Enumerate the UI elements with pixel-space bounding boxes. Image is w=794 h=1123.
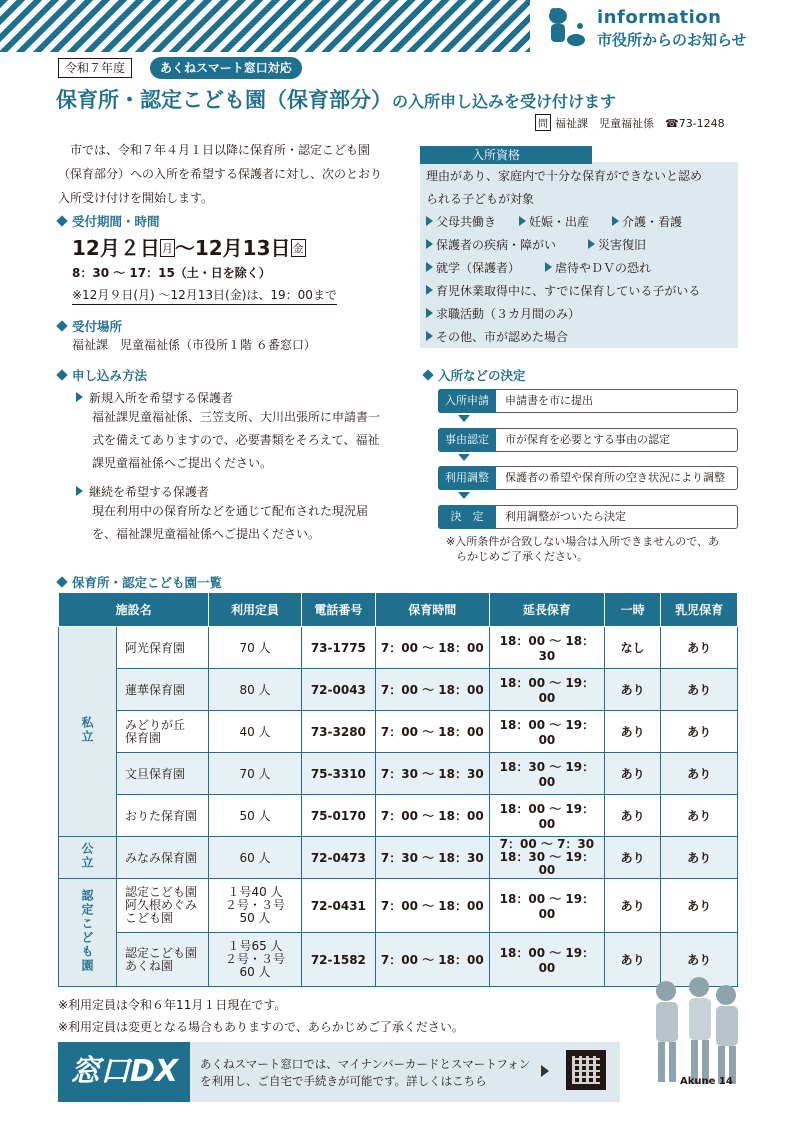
method-new-text: 福祉課児童福祉係、三笠支所、大川出張所に申請書一式を備えてありますので、必要書類をそろえて、福祉課児童福祉係へご提出ください。 [92,410,381,470]
flow-step-desc: 保護者の希望や保育所の空き状況により調整 [505,471,725,484]
info-title-ja: 市役所からのお知らせ [597,31,747,49]
extended: 7：00 ～ 7：30 18：30 ～ 19：00 [489,837,605,879]
phone: 72-0431 [301,879,375,933]
flow-step-label: 事由認定 [438,428,496,452]
hours: 7：00 ～ 18：00 [375,627,489,669]
col-header: 延長保育 [489,593,605,627]
capacity: 80 人 [209,669,302,711]
hours: 7：00 ～ 18：00 [375,933,489,987]
flow-step [438,389,738,413]
elig-item: 父母共働き [426,213,496,230]
hours: 7：30 ～ 18：30 [375,753,489,795]
infant: あり [661,879,738,933]
footnote: ※利用定員は令和６年11月１日現在です。 [58,998,287,1012]
intro-text: 市では、令和７年４月１日以降に保育所・認定こども園（保育部分）への入所を希望する保護者に対し、次のとおり入所受け付けを開始します。 [58,143,383,205]
temporary: あり [605,933,661,987]
qr-code-icon[interactable] [566,1050,606,1090]
temporary: あり [605,669,661,711]
temporary: なし [605,627,661,669]
hours: 7：30 ～ 18：30 [375,837,489,879]
hours: 7：00 ～ 18：00 [375,879,489,933]
contact-label: 問 [535,114,551,131]
extended: 18：00 ～ 19：00 [489,879,605,933]
period-dates [72,232,306,261]
table-header-row [59,593,738,627]
temporary: あり [605,879,661,933]
temporary: あり [605,753,661,795]
flow-step-desc: 申請書を市に提出 [505,394,593,407]
facility-table [58,592,738,987]
infant: あり [661,669,738,711]
facility-name: みどりが丘 保育園 [117,711,209,753]
period-start: 12月２日 [72,236,160,260]
temporary: あり [605,837,661,879]
category-nintei: 認定こども園 [59,879,117,987]
extended: 18：30 ～ 19：00 [489,753,605,795]
elig-item: 妊娠・出産 [519,213,589,230]
table-row [59,879,738,933]
dx-logo: 窓口DX [58,1042,190,1102]
col-header: 施設名 [59,593,209,627]
decision-heading: 入所などの決定 [424,366,526,384]
facility-name: 認定こども園 阿久根めぐみ こども園 [117,879,209,933]
flow-step [438,428,738,452]
flow-step-desc: 市が保育を必要とする事由の認定 [505,433,670,446]
flow-step-desc: 利用調整がついたら決定 [505,510,626,523]
flow-step [438,466,738,490]
flow-step [438,505,738,529]
capacity: 70 人 [209,753,302,795]
category-public: 公立 [59,837,117,879]
phone: 73-1775 [301,627,375,669]
elig-item: 保護者の疾病・障がい [426,236,556,253]
title-main: 保育所・認定こども園（保育部分） [56,88,392,112]
list-heading: 保育所・認定こども園一覧 [58,573,222,591]
facility-name: 阿光保育園 [117,627,209,669]
extended: 18：00 ～ 19：00 [489,795,605,837]
header-stripe [0,0,530,52]
col-header: 電話番号 [301,593,375,627]
extended: 18：00 ～ 19：00 [489,711,605,753]
col-header: 乳児保育 [661,593,738,627]
table-row [59,933,738,987]
period-end: 12月13日 [194,236,291,260]
extended: 18：00 ～ 18：30 [489,627,605,669]
elig-item: その他、市が認めた場合 [426,328,568,345]
place-text: 福祉課 児童福祉係（市役所１階 ６番窓口） [72,338,316,352]
period-note: ※12月９日(月) ～12月13日(金)は、19：00まで [72,288,337,302]
extended: 18：00 ～ 19：00 [489,669,605,711]
infant: あり [661,795,738,837]
capacity: １号65 人 ２号・３号 60 人 [209,933,302,987]
phone: 72-0043 [301,669,375,711]
table-row [59,795,738,837]
method-heading: 申し込み方法 [58,366,147,384]
facility-name: 文旦保育園 [117,753,209,795]
infant: あり [661,753,738,795]
title-sub: の入所申し込みを受け付けます [392,92,617,111]
method-cont-title: 継続を希望する保護者 [76,483,209,500]
phone: 73-3280 [301,711,375,753]
table-row [59,837,738,879]
infant: あり [661,711,738,753]
elig-item: 介護・看護 [612,213,682,230]
extended: 18：00 ～ 19：00 [489,933,605,987]
infant: あり [661,627,738,669]
flow-arrow-icon [458,454,470,461]
flow-arrow-icon [458,492,470,499]
facility-name: おりた保育園 [117,795,209,837]
info-title-en: information [597,7,722,28]
elig-item: 育児休業取得中に、すでに保育している子がいる [426,282,700,299]
start-dow: 月 [160,239,175,257]
category-private: 私立 [59,627,117,837]
infant: あり [661,933,738,987]
hours: 7：00 ～ 18：00 [375,795,489,837]
footnote: ※利用定員は変更となる場合もありますので、あらかじめご了承ください。 [58,1020,464,1034]
hours: 7：00 ～ 18：00 [375,669,489,711]
flow-step-label: 利用調整 [438,466,496,490]
temporary: あり [605,795,661,837]
elig-item: 就学（保護者） [426,259,520,276]
table-row [59,627,738,669]
method-new-title: 新規入所を希望する保護者 [76,389,233,406]
place-heading: 受付場所 [58,317,122,335]
phone: 72-0473 [301,837,375,879]
hours: 7：00 ～ 18：00 [375,711,489,753]
table-row [59,753,738,795]
decision-note: ※入所条件が合致しない場合は入所できませんので、あ らかじめご了承ください。 [446,535,719,563]
capacity: 60 人 [209,837,302,879]
period-tilde: ～ [174,236,195,260]
mascot-icon [540,4,590,50]
capacity: 70 人 [209,627,302,669]
capacity: 50 人 [209,795,302,837]
facility-name: 認定こども園 あくね園 [117,933,209,987]
phone: 72-1582 [301,933,375,987]
method-cont-text: 現在利用中の保育所などを通じて配布された現況届を、福祉課児童福祉係へご提出ください。 [92,504,369,541]
table-row [59,711,738,753]
end-dow: 金 [291,239,306,257]
period-heading: 受付期間・時間 [58,212,160,230]
eligibility-line1: 理由があり、家庭内で十分な保育ができないと認め [426,169,703,183]
arrow-right-icon [541,1065,549,1077]
col-header: 利用定員 [209,593,302,627]
page-number: Akune 14 [680,1076,733,1087]
elig-item: 虐待やＤＶの恐れ [545,259,651,276]
col-header: 保育時間 [375,593,489,627]
facility-name: 蓮華保育園 [117,669,209,711]
smart-counter-tag: あくねスマート窓口対応 [150,57,302,79]
eligibility-tab: 入所資格 [420,146,592,164]
contact-info [535,114,725,131]
elig-item: 求職活動（３カ月間のみ） [426,305,580,322]
table-row [59,669,738,711]
contact-text: 福祉課 児童福祉係 ☎73-1248 [555,117,725,130]
period-hours: 8：30 ～ 17：15（土・日を除く） [72,266,271,280]
eligibility-line2: られる子どもが対象 [426,192,535,206]
facility-name: みなみ保育園 [117,837,209,879]
flow-step-label: 入所申請 [438,389,496,413]
col-header: 一時 [605,593,661,627]
capacity: 40 人 [209,711,302,753]
temporary: あり [605,711,661,753]
page-title [56,84,616,114]
phone: 75-0170 [301,795,375,837]
flow-step-label: 決 定 [438,505,496,529]
elig-item: 災害復旧 [588,236,646,253]
infant: あり [661,837,738,879]
year-tag: 令和７年度 [58,58,132,78]
phone: 75-3310 [301,753,375,795]
flow-arrow-icon [458,415,470,422]
capacity: １号40 人 ２号・３号 50 人 [209,879,302,933]
dx-text: あくねスマート窓口では、マイナンバーカードとスマートフォン を利用し、ご自宅で手続きが可能です。詳しくはこちら [200,1057,531,1088]
